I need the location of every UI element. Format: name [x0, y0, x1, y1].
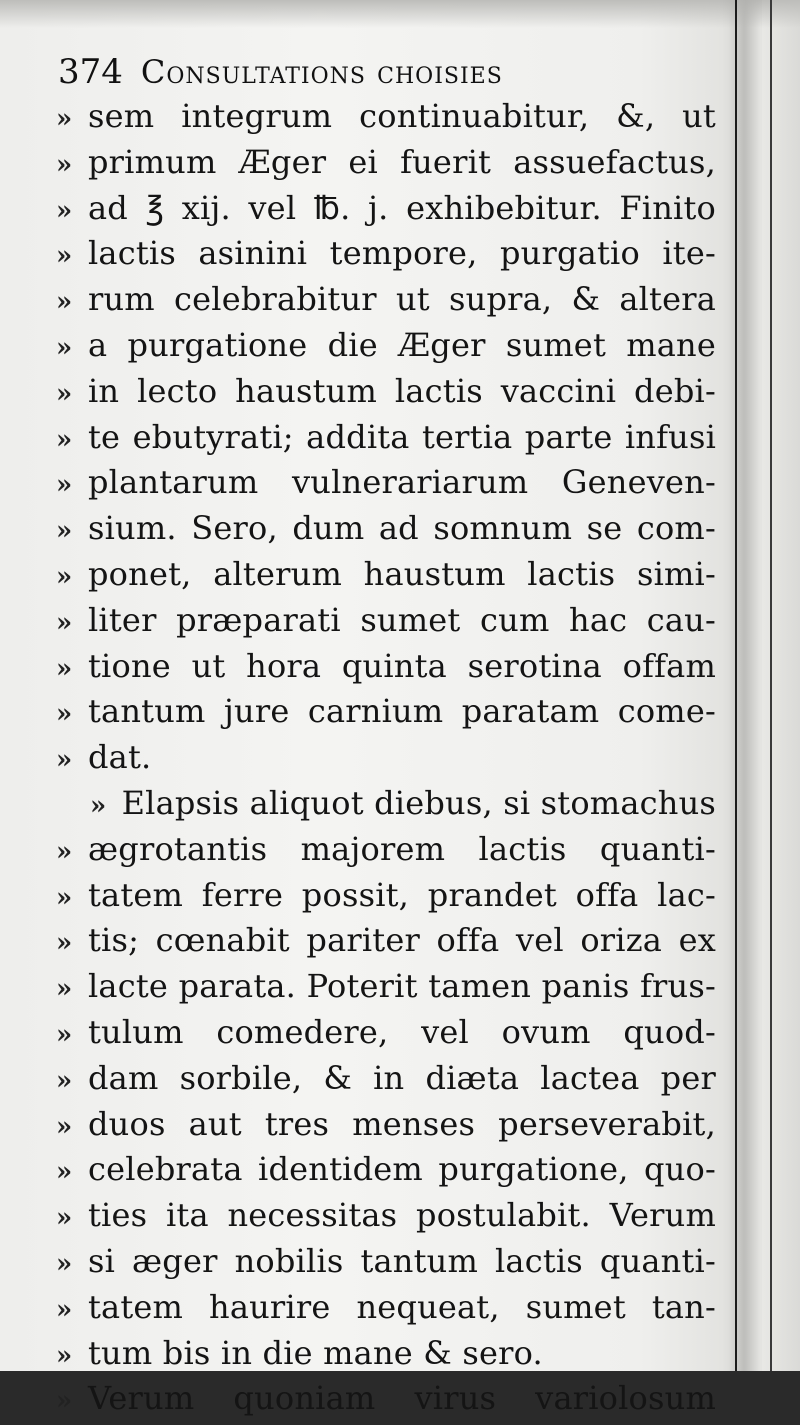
- line-text: ponet, alterum haustum lactis simi-: [88, 554, 716, 593]
- line-text: tantum jure carnium paratam come-: [88, 692, 716, 731]
- line-text: dat.: [88, 738, 152, 777]
- text-line: [56, 1379, 716, 1425]
- text-line: [56, 784, 716, 830]
- text-line: [56, 1334, 716, 1380]
- running-title: Consultations choisies: [140, 53, 503, 91]
- line-text: lacte parata. Poterit tamen panis frus-: [88, 967, 716, 1006]
- text-line: [56, 234, 716, 280]
- text-line: [56, 1288, 716, 1334]
- text-line: [56, 418, 716, 464]
- text-line: [56, 601, 716, 647]
- next-page-edge-line: [770, 0, 772, 1371]
- line-text: primum Æger ei fuerit assuefactus,: [88, 142, 716, 181]
- text-line: [56, 876, 716, 922]
- text-line: [56, 692, 716, 738]
- line-text: sium. Sero, dum ad somnum se com-: [88, 509, 716, 548]
- text-line: [56, 1013, 716, 1059]
- text-line: [56, 143, 716, 189]
- quotation-mark: »: [56, 1386, 73, 1417]
- line-text: Elapsis aliquot diebus, si stomachus: [121, 783, 716, 822]
- line-text: a purgatione die Æger sumet mane: [88, 325, 716, 364]
- quotation-mark: »: [56, 1294, 73, 1325]
- line-text: tulum comedere, vel ovum quod-: [88, 1012, 716, 1051]
- line-text: liter præparati sumet cum hac cau-: [88, 600, 716, 639]
- quotation-mark: »: [56, 287, 73, 318]
- quotation-mark: »: [56, 1203, 73, 1234]
- line-text: dam sorbile, & in diæta lactea per: [88, 1058, 716, 1097]
- line-text: te ebutyrati; addita tertia parte infusi: [88, 417, 716, 456]
- quotation-mark: »: [56, 836, 73, 867]
- line-text: duos aut tres menses perseverabit,: [88, 1104, 716, 1143]
- text-line: [56, 555, 716, 601]
- line-text: tatem ferre possit, prandet offa lac-: [88, 875, 716, 914]
- quotation-mark: »: [56, 653, 73, 684]
- quotation-mark: »: [56, 928, 73, 959]
- quotation-mark: »: [56, 745, 73, 776]
- quotation-mark: »: [56, 1111, 73, 1142]
- quotation-mark: »: [56, 241, 73, 272]
- page-edge-line: [735, 0, 737, 1371]
- line-text: ties ita necessitas postulabit. Verum: [88, 1196, 716, 1235]
- text-line: [56, 647, 716, 693]
- body-text: [56, 97, 716, 1425]
- quotation-mark: »: [56, 1065, 73, 1096]
- quotation-mark: »: [56, 470, 73, 501]
- line-text: tione ut hora quinta serotina offam: [88, 646, 716, 685]
- quotation-mark: »: [56, 516, 73, 547]
- text-line: [56, 509, 716, 555]
- text-line: [56, 830, 716, 876]
- text-line: [56, 326, 716, 372]
- text-line: [56, 463, 716, 509]
- page-header: [58, 52, 503, 100]
- text-line: [56, 967, 716, 1013]
- text-line: [56, 97, 716, 143]
- quotation-mark: »: [56, 424, 73, 455]
- text-line: [56, 1242, 716, 1288]
- text-line: [56, 738, 716, 784]
- quotation-mark: »: [56, 1248, 73, 1279]
- text-line: [56, 1196, 716, 1242]
- text-line: [56, 1059, 716, 1105]
- quotation-mark: »: [56, 561, 73, 592]
- text-line: [56, 280, 716, 326]
- text-line: [56, 921, 716, 967]
- quotation-mark: »: [56, 699, 73, 730]
- line-text: ægrotantis majorem lactis quanti-: [88, 829, 716, 868]
- quotation-mark: »: [56, 1157, 73, 1188]
- quotation-mark: »: [56, 1019, 73, 1050]
- line-text: plantarum vulnerariarum Geneven-: [88, 463, 716, 502]
- page-top-shadow: [0, 0, 800, 28]
- line-text: tum bis in die mane & sero.: [88, 1333, 543, 1372]
- quotation-mark: »: [56, 332, 73, 363]
- line-text: celebrata identidem purgatione, quo-: [88, 1150, 716, 1189]
- quotation-mark: »: [56, 149, 73, 180]
- line-text: Verum quoniam virus variolosum: [88, 1379, 716, 1418]
- text-line: [56, 372, 716, 418]
- quotation-mark: »: [56, 607, 73, 638]
- text-line: [56, 1150, 716, 1196]
- line-text: si æger nobilis tantum lactis quanti-: [88, 1241, 716, 1280]
- line-text: tatem haurire nequeat, sumet tan-: [88, 1287, 716, 1326]
- text-line: [56, 189, 716, 235]
- line-text: rum celebrabitur ut supra, & altera: [88, 280, 716, 319]
- text-line: [56, 1105, 716, 1151]
- line-text: ad ℥ xij. vel ℔. j. exhibebitur. Finito: [88, 188, 716, 227]
- page-number: 374: [58, 52, 123, 92]
- quotation-mark: »: [56, 104, 73, 134]
- line-text: lactis asinini tempore, purgatio ite-: [88, 234, 716, 273]
- line-text: sem integrum continuabitur, &, ut: [88, 97, 716, 135]
- quotation-mark: »: [56, 1340, 73, 1371]
- line-text: tis; cœnabit pariter offa vel oriza ex: [88, 921, 716, 960]
- page-edge-shadow: [722, 0, 762, 1371]
- quotation-mark: »: [90, 790, 107, 821]
- quotation-mark: »: [56, 378, 73, 409]
- quotation-mark: »: [56, 195, 73, 226]
- quotation-mark: »: [56, 974, 73, 1005]
- line-text: in lecto haustum lactis vaccini debi-: [88, 371, 716, 410]
- quotation-mark: »: [56, 882, 73, 913]
